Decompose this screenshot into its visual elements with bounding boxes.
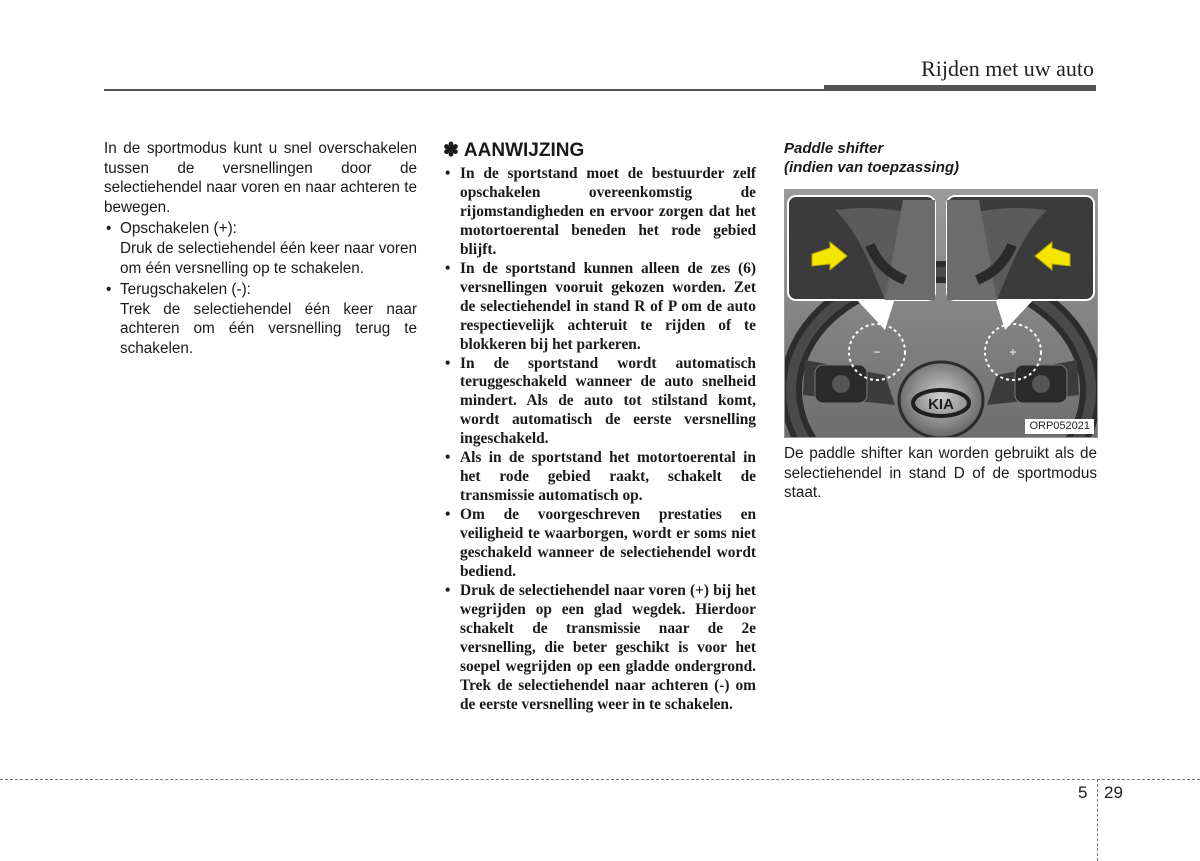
header-rule-thick (824, 85, 1096, 91)
bullet-dot: • (106, 220, 112, 238)
figure-description: De paddle shifter kan worden gebruikt als de selectiehendel in stand D of de sportmodus staat. (784, 445, 1097, 502)
kia-logo-text: KIA (928, 396, 954, 413)
list-item-downshift (104, 280, 417, 358)
upshift-text: Druk de selectiehendel één keer naar voren om één versnelling op te schakelen. (120, 239, 417, 277)
downshift-text: Trek de selectiehendel één keer naar achteren om één versnelling terug te schakelen. (120, 300, 417, 357)
upshift-label: Opschakelen (+): (120, 220, 237, 238)
steering-wheel-illustration (785, 190, 1097, 437)
bullet-dot: • (106, 281, 112, 299)
footer-vertical-dashed-rule (1097, 779, 1098, 861)
footer-dashed-rule (0, 779, 1200, 780)
note-star-icon: ✽ (443, 140, 459, 161)
note-item: • In de sportstand wordt automatisch teruggeschakeld wanneer de auto snelheid mindert. Als de auto tot stilstand komt, wordt automatisch de eerste versnelling ingeschakeld. (445, 354, 756, 448)
note-item: • In de sportstand moet de bestuurder zelf opschakelen overeenkomstig de rijomstandigheden en ervoor zorgen dat het motortoerental beneden het rode gebied blijft. (445, 165, 756, 258)
note-item: • Om de voorgeschreven prestaties en veiligheid te waarborgen, wordt er soms niet geschakeld wanneer de selectiehendel wordt bediend. (445, 506, 756, 581)
note-list (443, 165, 756, 715)
intro-paragraph: In de sportmodus kunt u snel overschakelen tussen de versnellingen door de selectiehendel naar voren en naar achteren te bewegen. (104, 140, 417, 216)
figure-caption-subtitle: (indien van toepzassing) (784, 159, 960, 176)
figure-code: ORP052021 (1025, 419, 1094, 434)
minus-paddle-mark: − (873, 345, 881, 359)
column-sport-mode (104, 139, 417, 359)
paddle-shifter-figure (784, 189, 1098, 438)
column-paddle-shifter (784, 139, 1097, 503)
column-note (443, 139, 756, 715)
plus-paddle-mark: + (1009, 345, 1017, 359)
note-item: • In de sportstand kunnen alleen de zes (6) versnellingen vooruit gekozen worden. Zet de selectiehendel in stand R of P om de auto respectievelijk achteruit te rijden of te blokkeren bij het parkeren. (445, 259, 756, 353)
chapter-number: 5 (1078, 783, 1088, 802)
note-heading-text: AANWIJZING (463, 140, 585, 161)
downshift-label: Terugschakelen (-): (120, 281, 251, 299)
note-item: • Als in de sportstand het motortoerental in het rode gebied raakt, schakelt de transmissie automatisch op. (445, 449, 756, 505)
list-item-upshift (104, 219, 417, 278)
page-number: 29 (1104, 783, 1123, 802)
note-item: • Druk de selectiehendel naar voren (+) bij het wegrijden op een glad wegdek. Hierdoor schakelt de transmissie naar de 2e versnelling, die beter geschikt is voor het soepel wegrijden op een gladde ondergrond. Trek de selectiehendel naar achteren (-) om de eerste versnelling weer in te schakelen. (445, 581, 756, 713)
figure-caption-title: Paddle shifter (784, 140, 884, 157)
note-heading (443, 139, 756, 163)
header-title: Rijden met uw auto (921, 56, 1094, 81)
header-rule-thin (104, 89, 824, 91)
